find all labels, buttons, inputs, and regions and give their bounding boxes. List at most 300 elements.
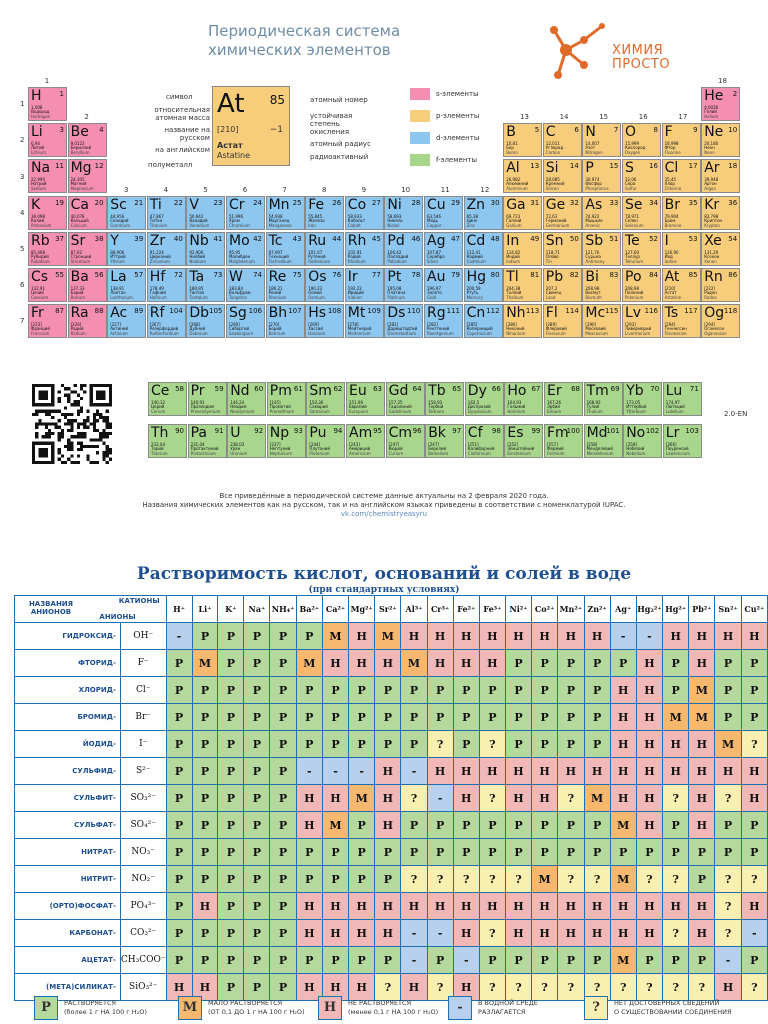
solubility-cell[interactable]: P bbox=[192, 866, 218, 893]
solubility-cell[interactable]: ? bbox=[427, 731, 453, 758]
element-cell-os[interactable] bbox=[305, 268, 344, 302]
solubility-cell[interactable]: H bbox=[427, 623, 453, 650]
solubility-cell[interactable]: H bbox=[505, 785, 531, 812]
element-cell-pm[interactable] bbox=[267, 382, 306, 416]
element-cell-no[interactable] bbox=[623, 424, 662, 458]
element-cell-mn[interactable] bbox=[266, 196, 305, 230]
solubility-cell[interactable]: H bbox=[610, 704, 636, 731]
solubility-cell[interactable]: P bbox=[296, 677, 322, 704]
element-cell-v[interactable] bbox=[186, 196, 225, 230]
solubility-cell[interactable]: H bbox=[479, 650, 505, 677]
element-cell-pa[interactable] bbox=[188, 424, 227, 458]
solubility-cell[interactable]: P bbox=[270, 893, 296, 920]
solubility-cell[interactable]: ? bbox=[715, 866, 741, 893]
solubility-cell[interactable]: P bbox=[218, 920, 244, 947]
solubility-cell[interactable]: - bbox=[453, 947, 479, 974]
solubility-cell[interactable]: P bbox=[375, 839, 401, 866]
solubility-cell[interactable]: P bbox=[715, 839, 741, 866]
solubility-cell[interactable]: P bbox=[270, 866, 296, 893]
solubility-cell[interactable]: H bbox=[401, 974, 427, 1001]
solubility-cell[interactable]: P bbox=[166, 920, 192, 947]
solubility-cell[interactable]: H bbox=[715, 623, 741, 650]
solubility-cell[interactable]: ? bbox=[401, 785, 427, 812]
solubility-cell[interactable]: H bbox=[558, 893, 584, 920]
element-cell-rh[interactable] bbox=[345, 232, 384, 266]
solubility-cell[interactable]: H bbox=[689, 893, 715, 920]
solubility-cell[interactable]: H bbox=[636, 758, 662, 785]
solubility-cell[interactable]: H bbox=[532, 623, 558, 650]
element-cell-ar[interactable] bbox=[701, 159, 740, 193]
solubility-cell[interactable]: P bbox=[636, 947, 662, 974]
element-cell-at[interactable] bbox=[662, 268, 701, 302]
solubility-cell[interactable]: H bbox=[689, 758, 715, 785]
solubility-cell[interactable]: P bbox=[401, 731, 427, 758]
solubility-cell[interactable]: H bbox=[584, 623, 610, 650]
solubility-cell[interactable]: P bbox=[270, 731, 296, 758]
solubility-cell[interactable]: H bbox=[375, 758, 401, 785]
solubility-cell[interactable]: P bbox=[479, 704, 505, 731]
solubility-cell[interactable]: P bbox=[192, 731, 218, 758]
solubility-cell[interactable]: P bbox=[663, 650, 689, 677]
solubility-cell[interactable]: ? bbox=[636, 866, 662, 893]
solubility-cell[interactable]: P bbox=[218, 785, 244, 812]
solubility-cell[interactable]: P bbox=[296, 623, 322, 650]
element-cell-cf[interactable] bbox=[465, 424, 504, 458]
solubility-cell[interactable]: P bbox=[636, 839, 662, 866]
solubility-cell[interactable]: H bbox=[296, 893, 322, 920]
element-cell-bh[interactable] bbox=[266, 304, 305, 338]
solubility-cell[interactable]: - bbox=[401, 947, 427, 974]
element-cell-db[interactable] bbox=[186, 304, 225, 338]
solubility-cell[interactable]: P bbox=[584, 650, 610, 677]
solubility-cell[interactable]: M bbox=[322, 623, 348, 650]
solubility-cell[interactable]: - bbox=[401, 920, 427, 947]
solubility-cell[interactable]: ? bbox=[610, 974, 636, 1001]
solubility-cell[interactable]: P bbox=[453, 731, 479, 758]
solubility-cell[interactable]: P bbox=[270, 974, 296, 1001]
solubility-cell[interactable]: P bbox=[349, 731, 375, 758]
solubility-cell[interactable]: P bbox=[427, 839, 453, 866]
solubility-cell[interactable]: P bbox=[479, 812, 505, 839]
element-cell-s[interactable] bbox=[622, 159, 661, 193]
solubility-cell[interactable]: H bbox=[663, 731, 689, 758]
solubility-cell[interactable]: ? bbox=[689, 974, 715, 1001]
element-cell-po[interactable] bbox=[622, 268, 661, 302]
solubility-cell[interactable]: - bbox=[741, 920, 767, 947]
solubility-cell[interactable]: P bbox=[532, 704, 558, 731]
solubility-cell[interactable]: ? bbox=[663, 785, 689, 812]
solubility-cell[interactable]: P bbox=[741, 947, 767, 974]
element-cell-ho[interactable] bbox=[504, 382, 543, 416]
element-cell-f[interactable] bbox=[662, 123, 701, 157]
solubility-cell[interactable]: - bbox=[322, 758, 348, 785]
solubility-cell[interactable]: P bbox=[166, 704, 192, 731]
solubility-cell[interactable]: ? bbox=[479, 866, 505, 893]
solubility-cell[interactable]: P bbox=[741, 704, 767, 731]
solubility-cell[interactable]: P bbox=[192, 704, 218, 731]
element-cell-b[interactable] bbox=[503, 123, 542, 157]
solubility-cell[interactable]: M bbox=[532, 866, 558, 893]
solubility-cell[interactable]: P bbox=[296, 947, 322, 974]
solubility-cell[interactable]: H bbox=[689, 920, 715, 947]
solubility-cell[interactable]: ? bbox=[505, 974, 531, 1001]
solubility-cell[interactable]: H bbox=[505, 758, 531, 785]
solubility-cell[interactable]: P bbox=[218, 866, 244, 893]
solubility-cell[interactable]: P bbox=[558, 839, 584, 866]
element-cell-bi[interactable] bbox=[582, 268, 621, 302]
solubility-cell[interactable]: P bbox=[349, 677, 375, 704]
element-cell-rf[interactable] bbox=[147, 304, 186, 338]
element-cell-ir[interactable] bbox=[345, 268, 384, 302]
element-cell-cs[interactable] bbox=[28, 268, 67, 302]
element-cell-tb[interactable] bbox=[425, 382, 464, 416]
solubility-cell[interactable]: M bbox=[610, 866, 636, 893]
solubility-cell[interactable]: ? bbox=[375, 974, 401, 1001]
solubility-cell[interactable]: M bbox=[584, 785, 610, 812]
solubility-cell[interactable]: P bbox=[427, 677, 453, 704]
solubility-cell[interactable]: P bbox=[192, 623, 218, 650]
solubility-cell[interactable]: H bbox=[636, 704, 662, 731]
solubility-cell[interactable]: H bbox=[296, 920, 322, 947]
element-cell-ds[interactable] bbox=[384, 304, 423, 338]
solubility-cell[interactable]: P bbox=[715, 650, 741, 677]
solubility-cell[interactable]: P bbox=[270, 947, 296, 974]
solubility-cell[interactable]: P bbox=[689, 839, 715, 866]
solubility-cell[interactable]: H bbox=[663, 893, 689, 920]
element-cell-ru[interactable] bbox=[305, 232, 344, 266]
solubility-cell[interactable]: - bbox=[715, 947, 741, 974]
element-cell-ti[interactable] bbox=[147, 196, 186, 230]
solubility-cell[interactable]: P bbox=[532, 677, 558, 704]
solubility-cell[interactable]: H bbox=[427, 893, 453, 920]
solubility-cell[interactable]: - bbox=[610, 623, 636, 650]
element-cell-in[interactable] bbox=[503, 232, 542, 266]
solubility-cell[interactable]: P bbox=[296, 731, 322, 758]
element-cell-md[interactable] bbox=[584, 424, 623, 458]
solubility-cell[interactable]: ? bbox=[479, 920, 505, 947]
solubility-cell[interactable]: H bbox=[689, 731, 715, 758]
solubility-cell[interactable]: H bbox=[558, 623, 584, 650]
solubility-cell[interactable]: P bbox=[244, 650, 270, 677]
solubility-cell[interactable]: H bbox=[584, 920, 610, 947]
solubility-cell[interactable]: ? bbox=[505, 866, 531, 893]
element-cell-xe[interactable] bbox=[701, 232, 740, 266]
solubility-cell[interactable]: P bbox=[479, 839, 505, 866]
solubility-cell[interactable]: H bbox=[479, 758, 505, 785]
solubility-cell[interactable]: P bbox=[663, 839, 689, 866]
element-cell-ag[interactable] bbox=[424, 232, 463, 266]
solubility-cell[interactable]: H bbox=[375, 785, 401, 812]
solubility-cell[interactable]: P bbox=[741, 677, 767, 704]
solubility-cell[interactable]: P bbox=[453, 677, 479, 704]
solubility-cell[interactable]: H bbox=[610, 785, 636, 812]
solubility-cell[interactable]: P bbox=[505, 947, 531, 974]
solubility-cell[interactable]: ? bbox=[715, 785, 741, 812]
solubility-cell[interactable]: P bbox=[218, 947, 244, 974]
element-cell-cl[interactable] bbox=[662, 159, 701, 193]
solubility-cell[interactable]: ? bbox=[741, 731, 767, 758]
solubility-cell[interactable]: ? bbox=[427, 974, 453, 1001]
element-cell-sr[interactable] bbox=[68, 232, 107, 266]
solubility-cell[interactable]: P bbox=[270, 623, 296, 650]
solubility-cell[interactable]: P bbox=[558, 731, 584, 758]
solubility-cell[interactable]: H bbox=[741, 623, 767, 650]
element-cell-pd[interactable] bbox=[384, 232, 423, 266]
element-cell-nh[interactable] bbox=[503, 304, 542, 338]
solubility-cell[interactable]: P bbox=[558, 704, 584, 731]
solubility-cell[interactable]: P bbox=[584, 704, 610, 731]
solubility-cell[interactable]: P bbox=[218, 650, 244, 677]
solubility-cell[interactable]: H bbox=[322, 650, 348, 677]
solubility-cell[interactable]: P bbox=[322, 731, 348, 758]
solubility-cell[interactable]: P bbox=[453, 812, 479, 839]
solubility-cell[interactable]: P bbox=[741, 812, 767, 839]
element-cell-pu[interactable] bbox=[306, 424, 345, 458]
solubility-cell[interactable]: P bbox=[375, 731, 401, 758]
solubility-cell[interactable]: ? bbox=[715, 920, 741, 947]
solubility-cell[interactable]: H bbox=[636, 650, 662, 677]
element-cell-lv[interactable] bbox=[622, 304, 661, 338]
solubility-cell[interactable]: ? bbox=[532, 974, 558, 1001]
solubility-cell[interactable]: H bbox=[479, 893, 505, 920]
solubility-cell[interactable]: P bbox=[218, 974, 244, 1001]
element-cell-lr[interactable] bbox=[663, 424, 702, 458]
element-cell-y[interactable] bbox=[107, 232, 146, 266]
solubility-cell[interactable]: H bbox=[296, 785, 322, 812]
element-cell-ne[interactable] bbox=[701, 123, 740, 157]
solubility-cell[interactable]: P bbox=[375, 947, 401, 974]
element-cell-og[interactable] bbox=[701, 304, 740, 338]
solubility-cell[interactable]: H bbox=[610, 677, 636, 704]
solubility-cell[interactable]: H bbox=[375, 920, 401, 947]
solubility-cell[interactable]: P bbox=[322, 947, 348, 974]
solubility-cell[interactable]: P bbox=[505, 677, 531, 704]
solubility-cell[interactable]: P bbox=[322, 866, 348, 893]
solubility-cell[interactable]: P bbox=[741, 839, 767, 866]
solubility-cell[interactable]: H bbox=[636, 812, 662, 839]
solubility-cell[interactable]: P bbox=[558, 677, 584, 704]
solubility-cell[interactable]: ? bbox=[479, 785, 505, 812]
element-cell-li[interactable] bbox=[28, 123, 67, 157]
solubility-cell[interactable]: P bbox=[166, 812, 192, 839]
solubility-cell[interactable]: P bbox=[244, 704, 270, 731]
solubility-cell[interactable]: ? bbox=[663, 866, 689, 893]
solubility-cell[interactable]: H bbox=[636, 920, 662, 947]
solubility-cell[interactable]: P bbox=[532, 947, 558, 974]
solubility-cell[interactable]: P bbox=[479, 947, 505, 974]
solubility-cell[interactable]: M bbox=[689, 677, 715, 704]
element-cell-mt[interactable] bbox=[345, 304, 384, 338]
solubility-cell[interactable]: P bbox=[401, 812, 427, 839]
solubility-cell[interactable]: P bbox=[505, 731, 531, 758]
element-cell-as[interactable] bbox=[582, 196, 621, 230]
element-cell-am[interactable] bbox=[346, 424, 385, 458]
element-cell-al[interactable] bbox=[503, 159, 542, 193]
solubility-cell[interactable]: H bbox=[453, 920, 479, 947]
element-cell-rn[interactable] bbox=[701, 268, 740, 302]
solubility-cell[interactable]: H bbox=[584, 893, 610, 920]
solubility-cell[interactable]: P bbox=[427, 947, 453, 974]
element-cell-c[interactable] bbox=[543, 123, 582, 157]
element-cell-mg[interactable] bbox=[68, 159, 107, 193]
element-cell-rg[interactable] bbox=[424, 304, 463, 338]
solubility-cell[interactable]: - bbox=[349, 758, 375, 785]
solubility-cell[interactable]: P bbox=[166, 839, 192, 866]
element-cell-ac[interactable] bbox=[107, 304, 146, 338]
solubility-cell[interactable]: P bbox=[166, 866, 192, 893]
solubility-cell[interactable]: M bbox=[349, 785, 375, 812]
solubility-cell[interactable]: M bbox=[610, 812, 636, 839]
solubility-cell[interactable]: P bbox=[166, 758, 192, 785]
solubility-cell[interactable]: M bbox=[610, 947, 636, 974]
solubility-cell[interactable]: P bbox=[244, 785, 270, 812]
solubility-cell[interactable]: P bbox=[296, 839, 322, 866]
solubility-cell[interactable]: ? bbox=[558, 785, 584, 812]
solubility-cell[interactable]: H bbox=[532, 920, 558, 947]
solubility-cell[interactable]: H bbox=[453, 974, 479, 1001]
solubility-cell[interactable]: ? bbox=[427, 866, 453, 893]
solubility-cell[interactable]: H bbox=[375, 650, 401, 677]
solubility-cell[interactable]: H bbox=[689, 812, 715, 839]
element-cell-tc[interactable] bbox=[266, 232, 305, 266]
element-cell-th[interactable] bbox=[148, 424, 187, 458]
solubility-cell[interactable]: H bbox=[741, 785, 767, 812]
solubility-cell[interactable]: P bbox=[741, 650, 767, 677]
solubility-cell[interactable]: H bbox=[296, 812, 322, 839]
solubility-cell[interactable]: H bbox=[349, 920, 375, 947]
solubility-cell[interactable]: - bbox=[427, 920, 453, 947]
element-cell-fm[interactable] bbox=[544, 424, 583, 458]
solubility-cell[interactable]: H bbox=[558, 758, 584, 785]
solubility-cell[interactable]: P bbox=[479, 677, 505, 704]
solubility-cell[interactable]: P bbox=[244, 758, 270, 785]
element-cell-p[interactable] bbox=[582, 159, 621, 193]
element-cell-sg[interactable] bbox=[226, 304, 265, 338]
element-cell-tm[interactable] bbox=[584, 382, 623, 416]
solubility-cell[interactable]: H bbox=[689, 785, 715, 812]
solubility-cell[interactable]: P bbox=[218, 623, 244, 650]
solubility-cell[interactable]: P bbox=[218, 893, 244, 920]
solubility-cell[interactable]: P bbox=[270, 650, 296, 677]
solubility-cell[interactable]: H bbox=[375, 812, 401, 839]
solubility-cell[interactable]: P bbox=[663, 947, 689, 974]
element-cell-k[interactable] bbox=[28, 196, 67, 230]
solubility-cell[interactable]: P bbox=[166, 893, 192, 920]
solubility-cell[interactable]: P bbox=[532, 812, 558, 839]
solubility-cell[interactable]: H bbox=[427, 758, 453, 785]
solubility-cell[interactable]: H bbox=[375, 893, 401, 920]
element-cell-hf[interactable] bbox=[147, 268, 186, 302]
solubility-cell[interactable]: H bbox=[610, 920, 636, 947]
element-cell-br[interactable] bbox=[662, 196, 701, 230]
solubility-cell[interactable]: H bbox=[558, 920, 584, 947]
solubility-cell[interactable]: ? bbox=[741, 974, 767, 1001]
solubility-cell[interactable]: M bbox=[715, 731, 741, 758]
solubility-cell[interactable]: P bbox=[401, 839, 427, 866]
solubility-cell[interactable]: P bbox=[505, 812, 531, 839]
solubility-cell[interactable]: P bbox=[218, 839, 244, 866]
solubility-cell[interactable]: P bbox=[349, 866, 375, 893]
element-cell-fl[interactable] bbox=[543, 304, 582, 338]
solubility-cell[interactable]: P bbox=[584, 677, 610, 704]
solubility-cell[interactable]: H bbox=[715, 758, 741, 785]
solubility-cell[interactable]: ? bbox=[636, 974, 662, 1001]
solubility-cell[interactable]: H bbox=[322, 974, 348, 1001]
solubility-cell[interactable]: H bbox=[636, 731, 662, 758]
solubility-cell[interactable]: P bbox=[427, 812, 453, 839]
solubility-cell[interactable]: P bbox=[689, 866, 715, 893]
solubility-cell[interactable]: H bbox=[741, 758, 767, 785]
solubility-cell[interactable]: P bbox=[453, 839, 479, 866]
solubility-cell[interactable]: H bbox=[532, 758, 558, 785]
solubility-cell[interactable]: - bbox=[636, 623, 662, 650]
solubility-cell[interactable]: P bbox=[244, 947, 270, 974]
element-cell-fe[interactable] bbox=[305, 196, 344, 230]
solubility-cell[interactable]: P bbox=[218, 704, 244, 731]
solubility-cell[interactable]: P bbox=[192, 758, 218, 785]
solubility-cell[interactable]: P bbox=[610, 650, 636, 677]
element-cell-ce[interactable] bbox=[148, 382, 187, 416]
element-cell-np[interactable] bbox=[267, 424, 306, 458]
solubility-cell[interactable]: P bbox=[192, 839, 218, 866]
solubility-cell[interactable]: P bbox=[270, 785, 296, 812]
solubility-cell[interactable]: ? bbox=[558, 974, 584, 1001]
element-cell-u[interactable] bbox=[227, 424, 266, 458]
solubility-cell[interactable]: H bbox=[532, 893, 558, 920]
element-cell-fr[interactable] bbox=[28, 304, 67, 338]
solubility-cell[interactable]: H bbox=[505, 893, 531, 920]
solubility-cell[interactable]: - bbox=[296, 758, 322, 785]
element-cell-mo[interactable] bbox=[226, 232, 265, 266]
element-cell-bk[interactable] bbox=[425, 424, 464, 458]
solubility-cell[interactable]: H bbox=[610, 731, 636, 758]
solubility-cell[interactable]: H bbox=[505, 920, 531, 947]
solubility-cell[interactable]: P bbox=[244, 731, 270, 758]
solubility-cell[interactable]: P bbox=[663, 812, 689, 839]
element-cell-na[interactable] bbox=[28, 159, 67, 193]
element-cell-ni[interactable] bbox=[384, 196, 423, 230]
solubility-cell[interactable]: H bbox=[166, 974, 192, 1001]
solubility-cell[interactable]: H bbox=[689, 623, 715, 650]
element-cell-yb[interactable] bbox=[623, 382, 662, 416]
solubility-cell[interactable]: H bbox=[715, 974, 741, 1001]
element-cell-cr[interactable] bbox=[226, 196, 265, 230]
solubility-cell[interactable]: H bbox=[349, 650, 375, 677]
solubility-cell[interactable]: ? bbox=[558, 866, 584, 893]
solubility-cell[interactable]: H bbox=[663, 758, 689, 785]
solubility-cell[interactable]: H bbox=[453, 623, 479, 650]
element-cell-sb[interactable] bbox=[582, 232, 621, 266]
solubility-cell[interactable]: H bbox=[479, 623, 505, 650]
solubility-cell[interactable]: P bbox=[584, 947, 610, 974]
solubility-cell[interactable]: M bbox=[322, 812, 348, 839]
solubility-cell[interactable]: P bbox=[166, 677, 192, 704]
solubility-cell[interactable]: P bbox=[610, 839, 636, 866]
solubility-cell[interactable]: P bbox=[715, 812, 741, 839]
solubility-cell[interactable]: P bbox=[192, 785, 218, 812]
solubility-cell[interactable]: P bbox=[218, 731, 244, 758]
element-cell-cd[interactable] bbox=[464, 232, 503, 266]
solubility-cell[interactable]: H bbox=[663, 623, 689, 650]
solubility-cell[interactable]: P bbox=[349, 812, 375, 839]
solubility-cell[interactable]: P bbox=[584, 731, 610, 758]
solubility-cell[interactable]: P bbox=[532, 650, 558, 677]
solubility-cell[interactable]: P bbox=[218, 677, 244, 704]
element-cell-re[interactable] bbox=[266, 268, 305, 302]
solubility-cell[interactable]: H bbox=[505, 623, 531, 650]
solubility-cell[interactable]: H bbox=[584, 758, 610, 785]
solubility-cell[interactable]: P bbox=[322, 677, 348, 704]
